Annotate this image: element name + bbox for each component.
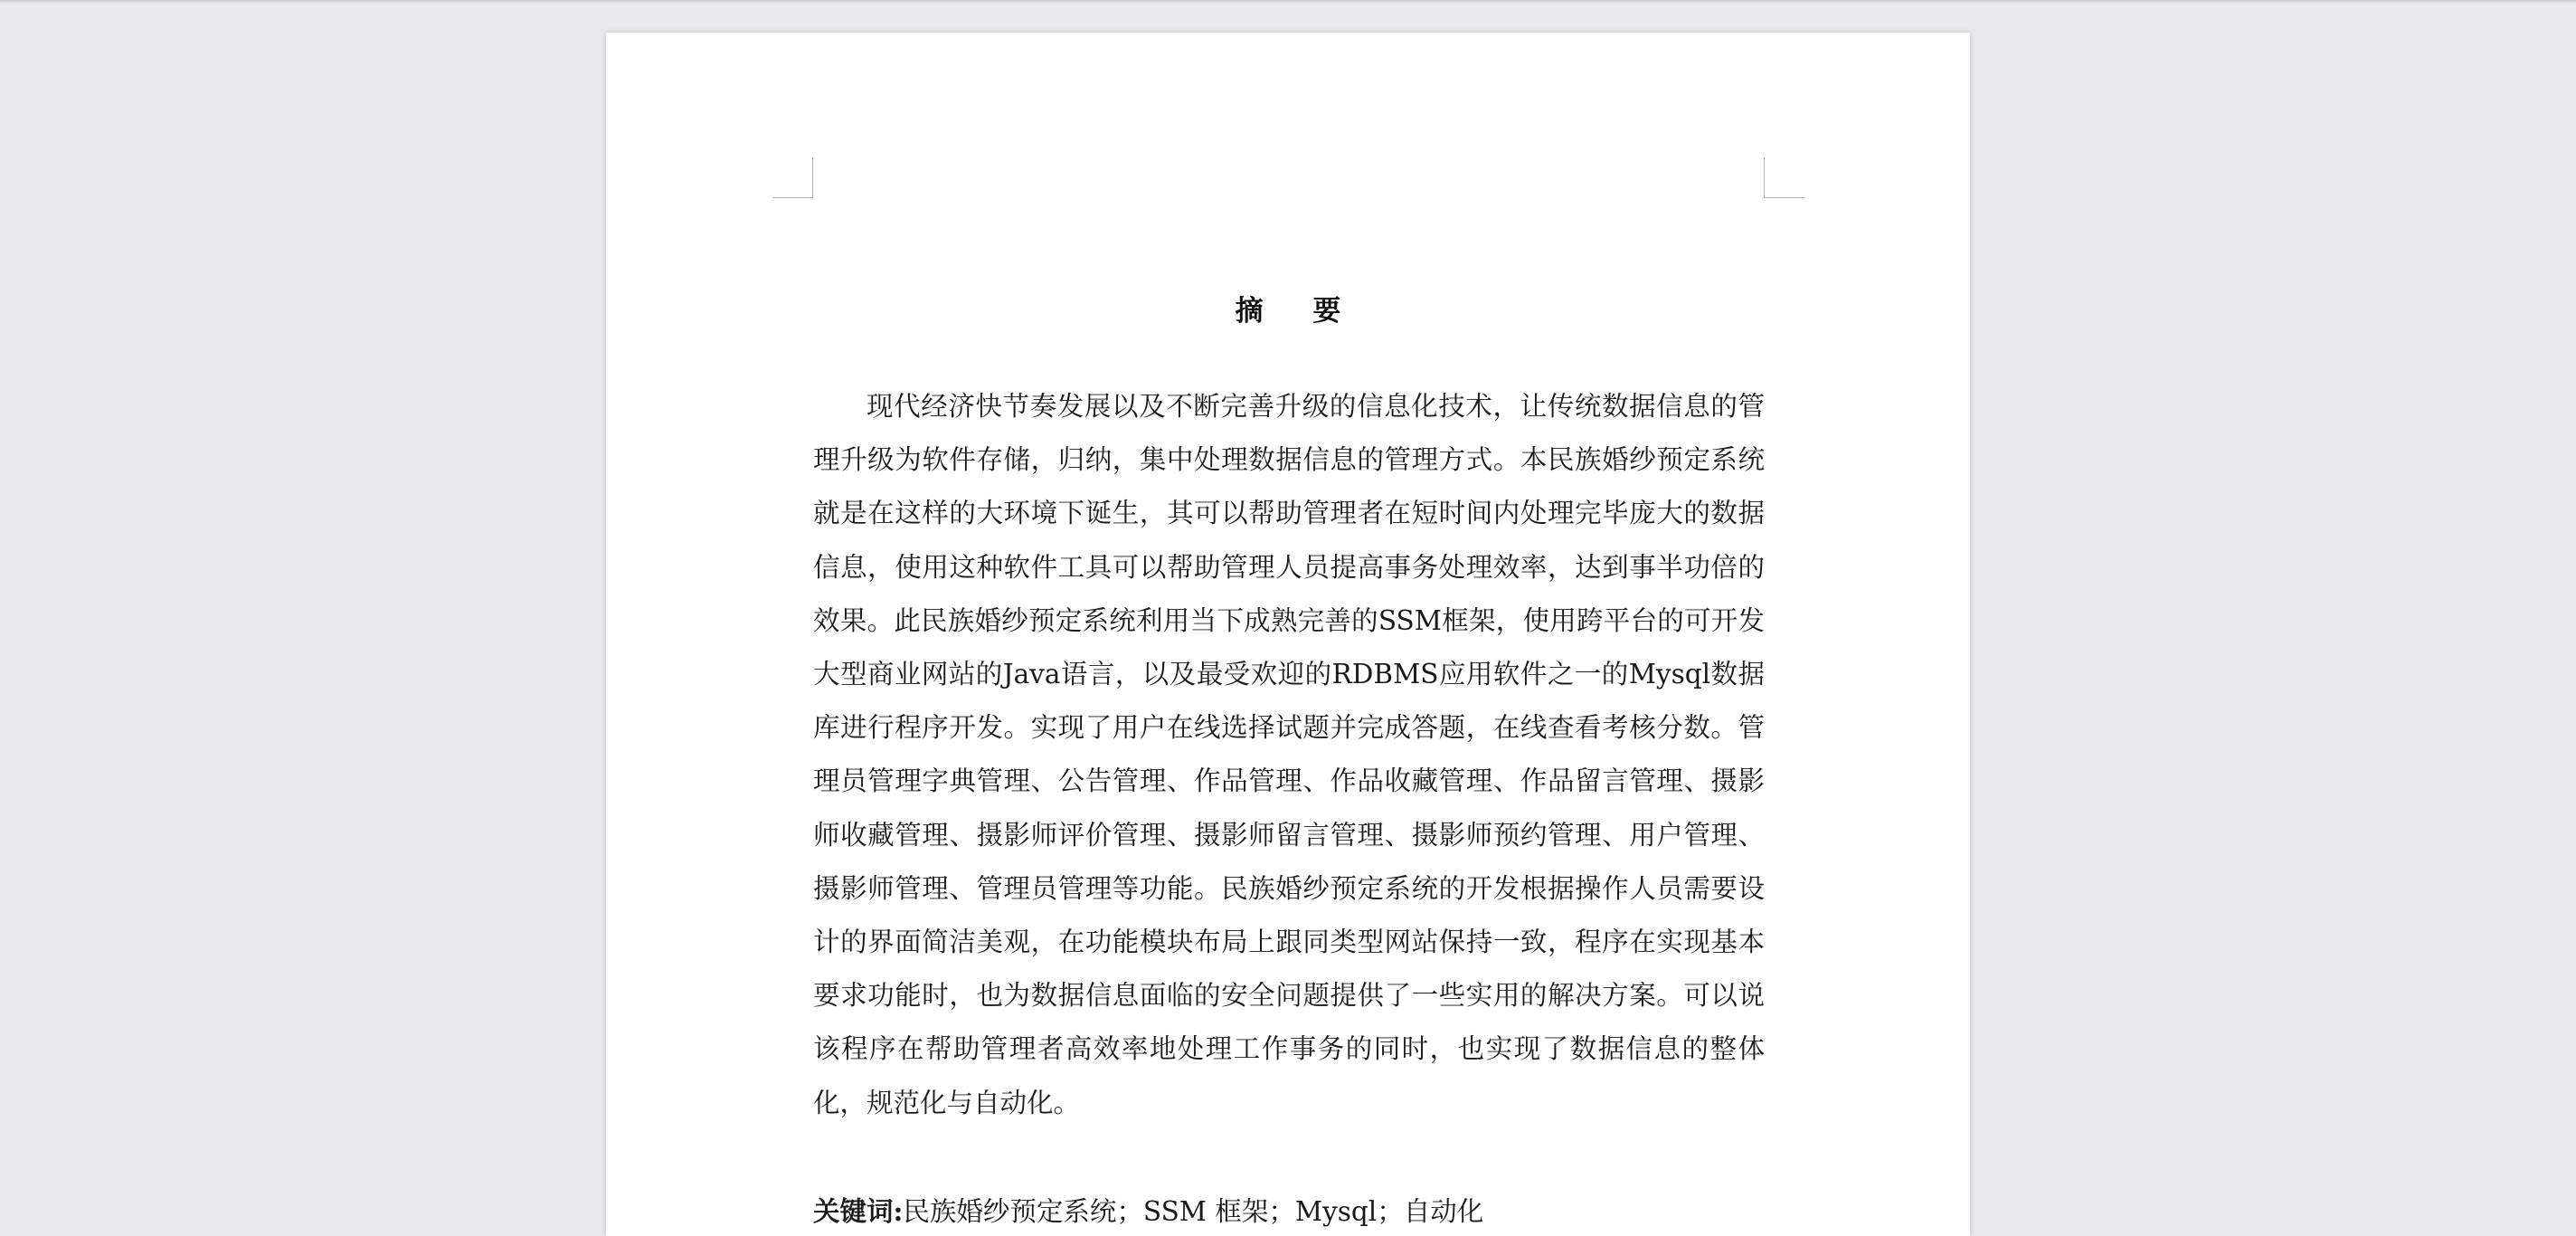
abstract-body: 现代经济快节奏发展以及不断完善升级的信息化技术，让传统数据信息的管理升级为软件存储，归纳，集中处理数据信息的管理方式。本民族婚纱预定系统就是在这样的大环境下诞生，其可以帮助管理者在短时间内处理完毕庞大的数据信息，使用这种软件工具可以帮助管理人员提高事务处理效率，达到事半功倍的效果。此民族婚纱预定系统利用当下成熟完善的SSM框架，使用跨平台的可开发大型商业网站的Java语言，以及最受欢迎的RDBMS应用软件之一的Mysql数据库进行程序开发。实现了用户在线选择试题并完成答题，在线查看考核分数。管理员管理字典管理、公告管理、作品管理、作品收藏管理、作品留言管理、摄影师收藏管理、摄影师评价管理、摄影师留言管理、摄影师预约管理、用户管理、摄影师管理、管理员管理等功能。民族婚纱预定系统的开发根据操作人员需要设计的界面简洁美观，在功能模块布局上跟同类型网站保持一致，程序在实现基本要求功能时，也为数据信息面临的安全问题提供了一些实用的解决方案。可以说该程序在帮助管理者高效率地处理工作事务的同时，也实现了数据信息的整体化，规范化与自动化。 — [813, 391, 1765, 1118]
margin-corner-top-right — [1764, 157, 1804, 198]
margin-corner-top-left — [772, 157, 813, 198]
toolbar-shadow — [0, 0, 2576, 4]
keywords-value: 民族婚纱预定系统；SSM 框架；Mysql；自动化 — [903, 1196, 1484, 1227]
abstract-title: 摘 要 — [1235, 295, 1361, 328]
keywords-label: 关键词: — [813, 1195, 904, 1227]
document-page — [606, 33, 1970, 1236]
keywords-line — [813, 1192, 1765, 1231]
